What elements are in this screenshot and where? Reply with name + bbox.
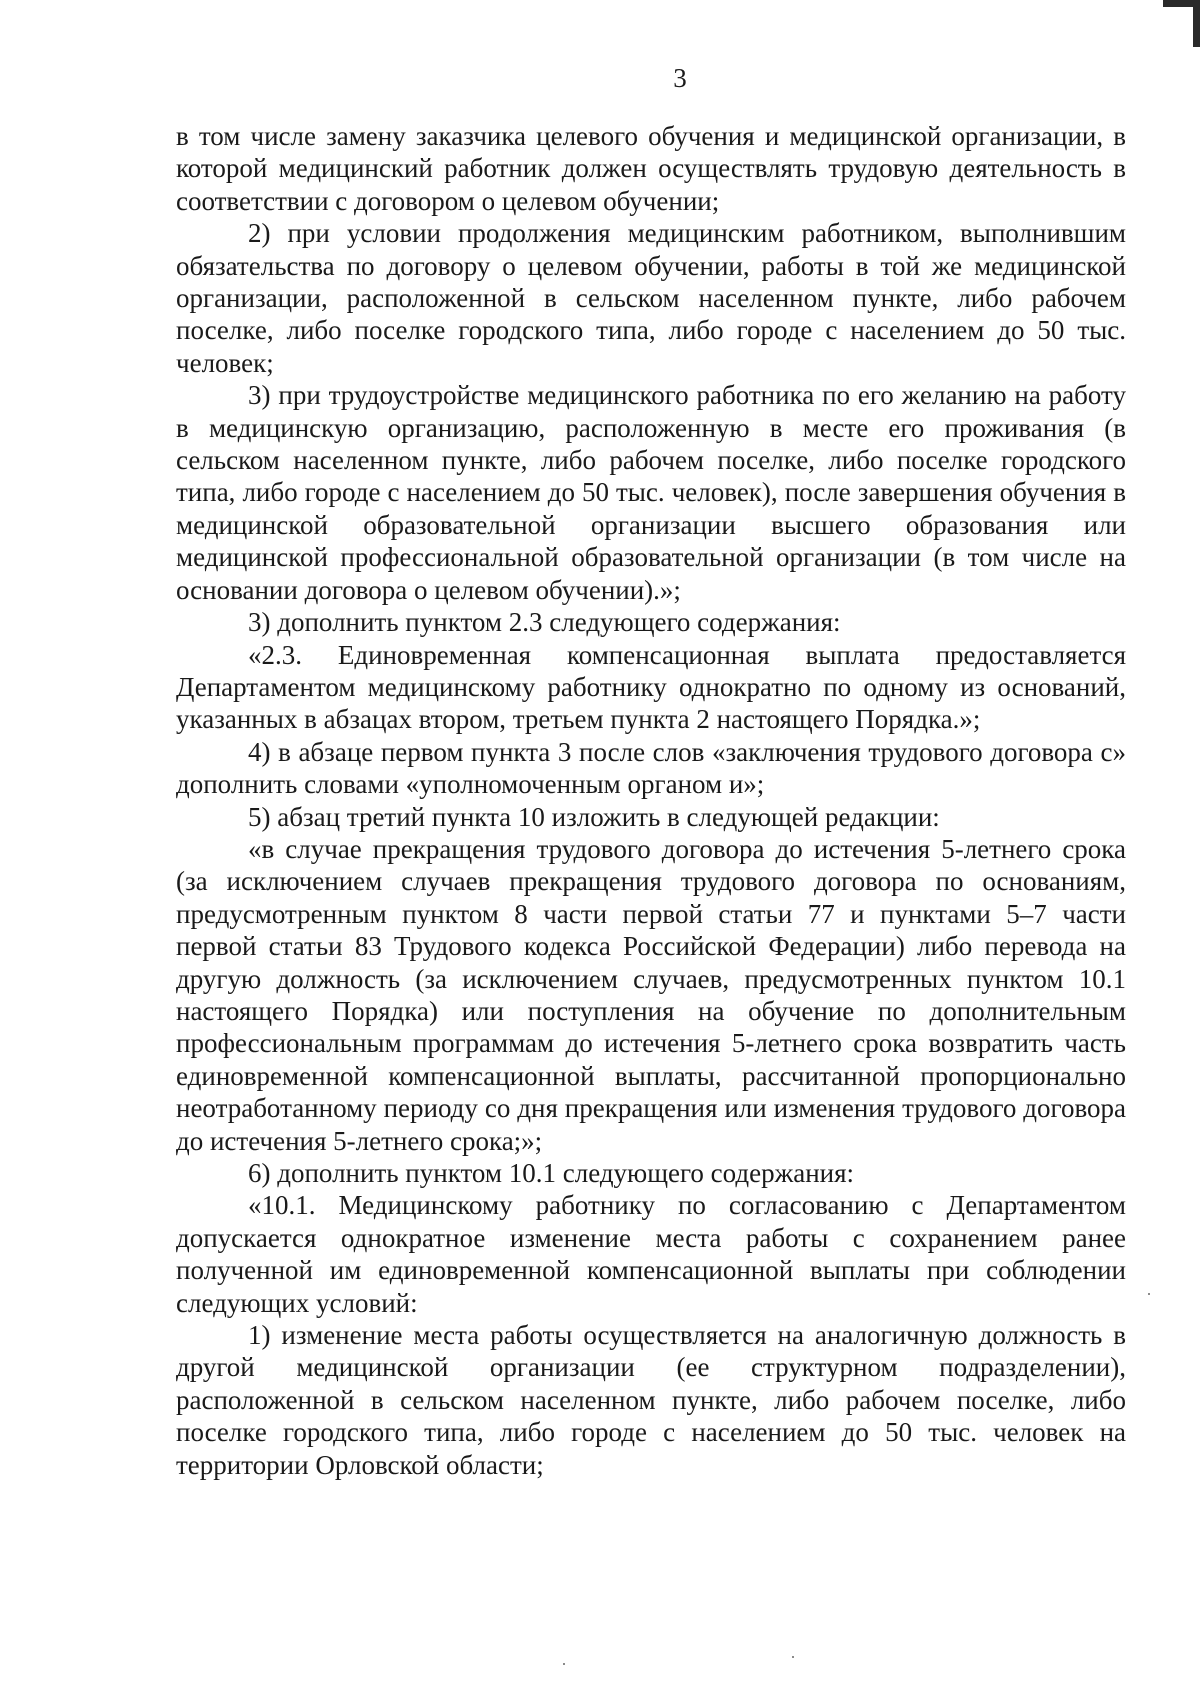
page-number: 3 <box>673 63 687 93</box>
scan-speck <box>563 1663 565 1665</box>
paragraph-amend-6: 6) дополнить пунктом 10.1 следующего содержания: <box>248 1158 855 1188</box>
paragraph-amend-4: 4) в абзаце первом пункта 3 после слов «заключения трудового договора с» дополнить словами «уполномоченным органом и»; <box>176 736 1126 800</box>
scan-speck <box>792 1656 794 1658</box>
paragraph-amend-3: 3) дополнить пунктом 2.3 следующего содержания: <box>248 607 841 638</box>
document-body <box>176 120 1126 1481</box>
paragraph-point-2-3: «2.3. Единовременная компенсационная выплата предоставляется Департаментом медицинскому работнику однократно по одному из оснований, указанных в абзацах втором, третьем пункта 2 настоящего Порядка.»; <box>176 639 1126 735</box>
paragraph-point-10-text: «в случае прекращения трудового договора до истечения 5-летнего срока (за исключением случаев прекращения трудового договора по основаниям, предусмотренным пунктом 8 части первой статьи 77 и пунктами 5–7 части первой статьи 83 Трудового кодекса Российской Федерации) либо перевода на другую должность (за исключением случаев, предусмотренных пунктом 10.1 настоящего Порядка) или поступления на обучение по дополнительным профессиональным программам до истечения 5-летнего срока возвратить часть единовременной компенсационной выплаты, рассчитанной пропорционально неотработанному периоду со дня прекращения или изменения трудового договора до истечения 5-летнего срока;»; <box>176 833 1126 1156</box>
scan-corner-mark <box>1163 0 1200 47</box>
paragraph-item-3: 3) при трудоустройстве медицинского работника по его желанию на работу в медицинскую организацию, расположенную в месте его проживания (в сельском населенном пункте, либо рабочем поселке, либо поселке городского типа, либо городе с населением до 50 тыс. человек), после завершения обучения в медицинской образовательной организации высшего образования или медицинской профессиональной образовательной организации (в том числе на основании договора о целевом обучении).»; <box>176 380 1126 605</box>
paragraph-continuation: в том числе замену заказчика целевого обучения и медицинской организации, в которой медицинский работник должен осуществлять трудовую деятельность в соответствии с договором о целевом обучении; <box>176 121 1126 216</box>
paragraph-item-2: 2) при условии продолжения медицинским работником, выполнившим обязательства по договору о целевом обучении, работы в той же медицинской организации, расположенной в сельском населенном пункте, либо рабочем поселке, либо поселке городского типа, либо городе с населением до 50 тыс. человек; <box>176 218 1126 378</box>
paragraph-point-10-1: «10.1. Медицинскому работнику по согласованию с Департаментом допускается однократное изменение места работы с сохранением ранее полученной им единовременной компенсационной выплаты при соблюдении следующих условий: <box>176 1190 1126 1318</box>
scan-speck <box>1148 1293 1150 1295</box>
paragraph-amend-5: 5) абзац третий пункта 10 изложить в следующей редакции: <box>248 801 940 832</box>
paragraph-condition-1: 1) изменение места работы осуществляется на аналогичную должность в другой медицинской организации (ее структурном подразделении), расположенной в сельском населенном пункте, либо рабочем поселке, либо поселке городского типа, либо городе с населением до 50 тыс. человек на территории Орловской области; <box>176 1320 1126 1480</box>
